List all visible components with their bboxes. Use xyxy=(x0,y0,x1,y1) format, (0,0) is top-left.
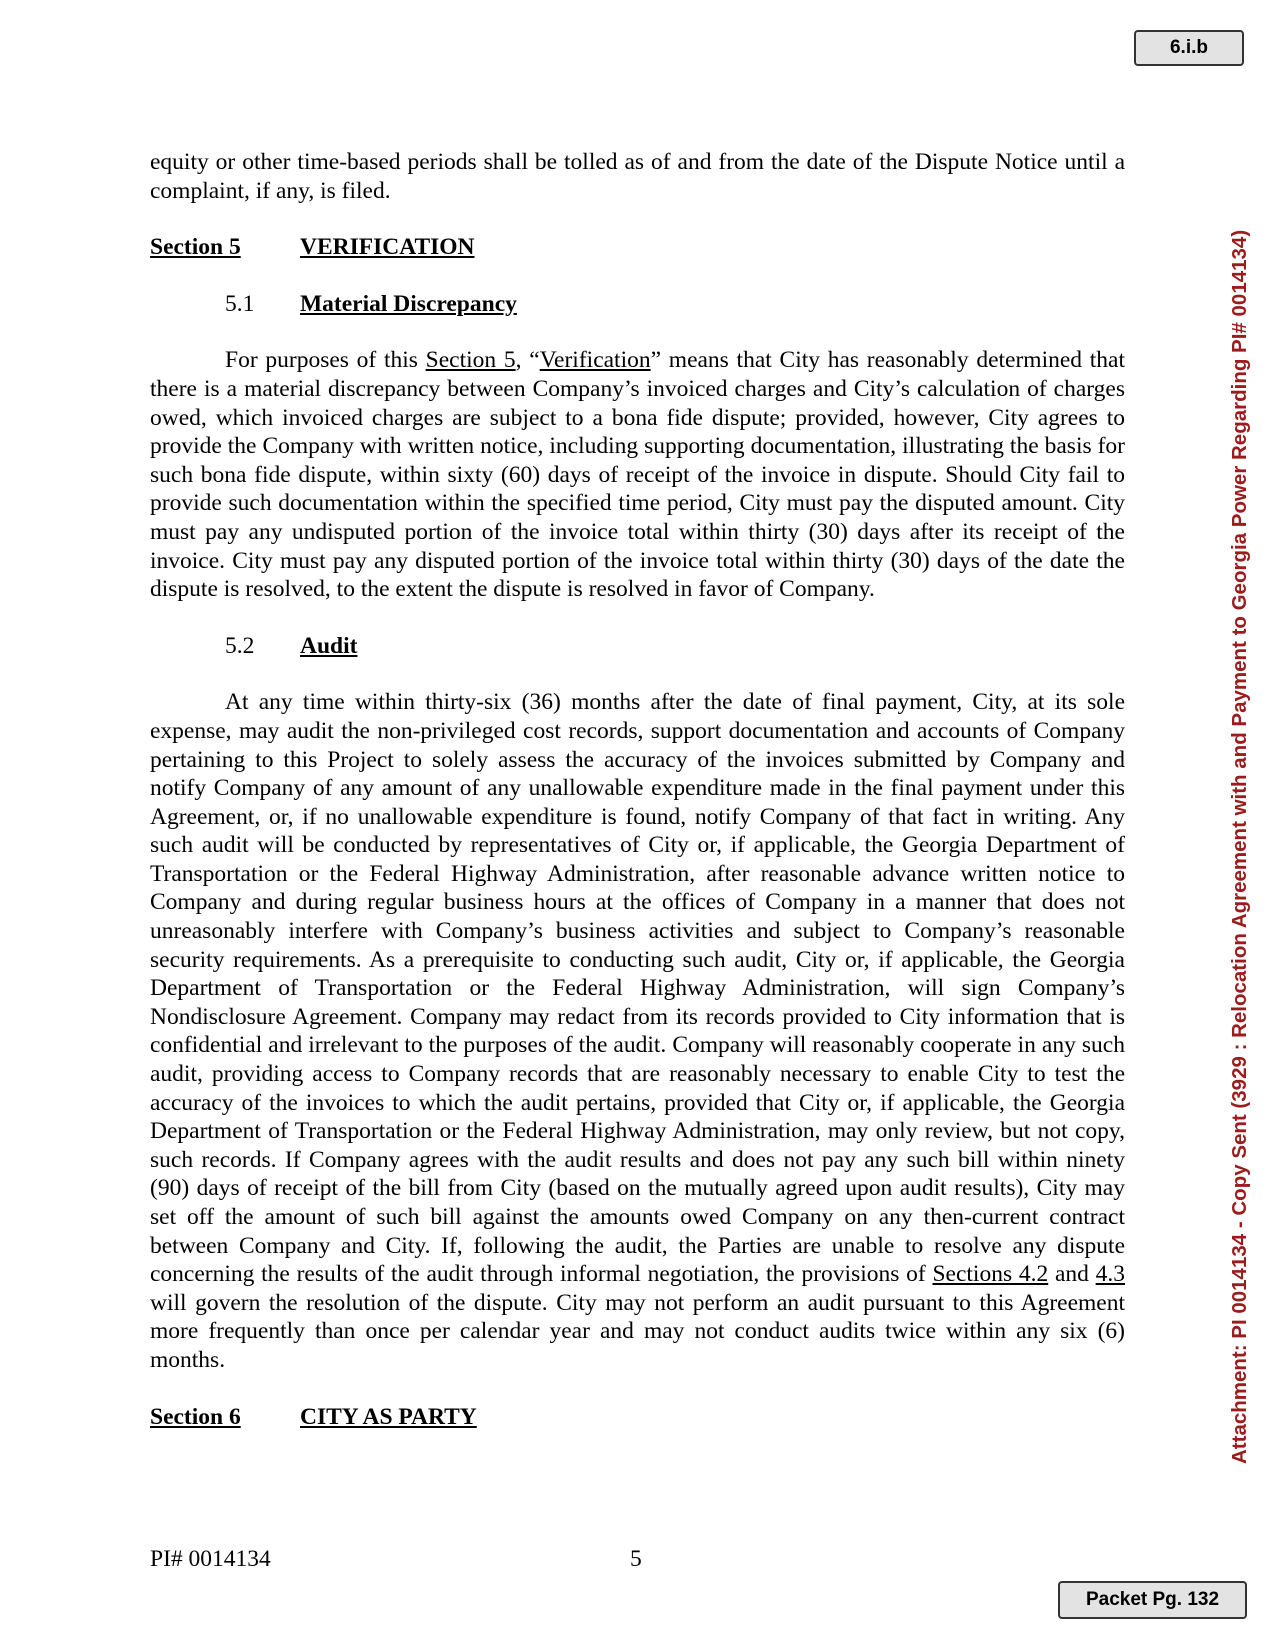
page-number: 5 xyxy=(630,1546,642,1572)
document-body xyxy=(150,148,1125,1459)
document-tag: 6.i.b xyxy=(1134,30,1244,66)
section-6-title: CITY AS PARTY xyxy=(300,1403,477,1430)
text-run: At any time within thirty-six (36) months after the date of final payment, City, at its sole expense, may audit the non-privileged cost records, support documentation and accounts of Company pertaining to this Project to solely assess the accuracy of the invoices submitted by Company and notify Company of any amount of any unallowable expenditure made in the final payment under this Agreement, or, if no unallowable expenditure is found, notify Company of that fact in writing. Any such audit will be conducted by representatives of City or, if applicable, the Georgia Department of Transportation or the Federal Highway Administration, after reasonable advance written notice to Company and during regular business hours at the offices of Company in a manner that does not unreasonably interfere with Company’s business activities and subject to Company’s reasonable security requirements. As a prerequisite to conducting such audit, City or, if applicable, the Georgia Department of Transportation or the Federal Highway Administration, will sign Company’s Nondisclosure Agreement. Company may redact from its records provided to City information that is confidential and irrelevant to the purposes of the audit. Company will reasonably cooperate in any such audit, providing access to Company records that are reasonably necessary to enable City to test the accuracy of the invoices to which the audit pertains, provided that City or, if applicable, the Georgia Department of Transportation or the Federal Highway Administration, may only review, but not copy, such records. If Company agrees with the audit results and does not pay any such bill within ninety (90) days of receipt of the bill from City (based on the mutually agreed upon audit results), City may set off the amount of such bill against the amounts owed Company on any then-current contract between Company and City. If, following the audit, the Parties are unable to resolve any dispute concerning the results of the audit through informal negotiation, the provisions of xyxy=(150,689,1125,1288)
subsection-5-1-number: 5.1 xyxy=(225,290,255,317)
text-run: and xyxy=(1048,1261,1096,1288)
section-5-heading xyxy=(150,233,1125,262)
text-run: For purposes of this xyxy=(225,347,426,374)
section-5-reference: Section 5 xyxy=(425,347,516,374)
intro-paragraph: equity or other time-based periods shall be tolled as of and from the date of the Dispute Notice until a complaint, if any, is filed. xyxy=(150,149,1125,204)
section-6-number: Section 6 xyxy=(150,1403,241,1430)
attachment-side-note: Attachment: PI 0014134 - Copy Sent (3929 : Relocation Agreement with and Payment to Georgia Power Regarding PI# 0014134) xyxy=(1228,229,1251,1464)
section-5-title: VERIFICATION xyxy=(300,234,475,261)
verification-term: Verification xyxy=(539,347,651,374)
text-run: will govern the resolution of the dispute. City may not perform an audit pursuant to this Agreement more frequently than once per calendar year and may not conduct audits twice within any six (6) months. xyxy=(150,1289,1125,1373)
text-run: ” means that City has reasonably determined that there is a material discrepancy between Company’s invoiced charges and City’s calculation of charges owed, which invoiced charges are subject to a bona fide dispute; provided, however, City agrees to provide the Company with written notice, including supporting documentation, illustrating the basis for such bona fide dispute, within sixty (60) days of receipt of the invoice in dispute. Should City fail to provide such documentation within the specified time period, City must pay the disputed amount. City must pay any undisputed portion of the invoice total within thirty (30) days after its receipt of the invoice. City must pay any disputed portion of the invoice total within thirty (30) days of the date the dispute is resolved, to the extent the dispute is resolved in favor of Company. xyxy=(150,347,1125,603)
footer-pi-number: PI# 0014134 xyxy=(150,1546,271,1572)
subsection-5-1-paragraph xyxy=(150,346,1125,603)
text-run: , “ xyxy=(515,347,540,374)
section-5-number: Section 5 xyxy=(150,234,241,261)
subsection-5-2-title: Audit xyxy=(300,632,358,659)
subsection-5-1-heading xyxy=(150,290,1125,319)
section-6-heading xyxy=(150,1403,1125,1432)
subsection-5-2-number: 5.2 xyxy=(225,632,255,659)
section-4-3-reference: 4.3 xyxy=(1095,1261,1125,1288)
subsection-5-1-title: Material Discrepancy xyxy=(300,290,517,317)
sections-4-2-reference: Sections 4.2 xyxy=(932,1261,1049,1288)
subsection-5-2-paragraph xyxy=(150,688,1125,1374)
packet-page-label: Packet Pg. 132 xyxy=(1058,1581,1247,1619)
subsection-5-2-heading xyxy=(150,632,1125,661)
